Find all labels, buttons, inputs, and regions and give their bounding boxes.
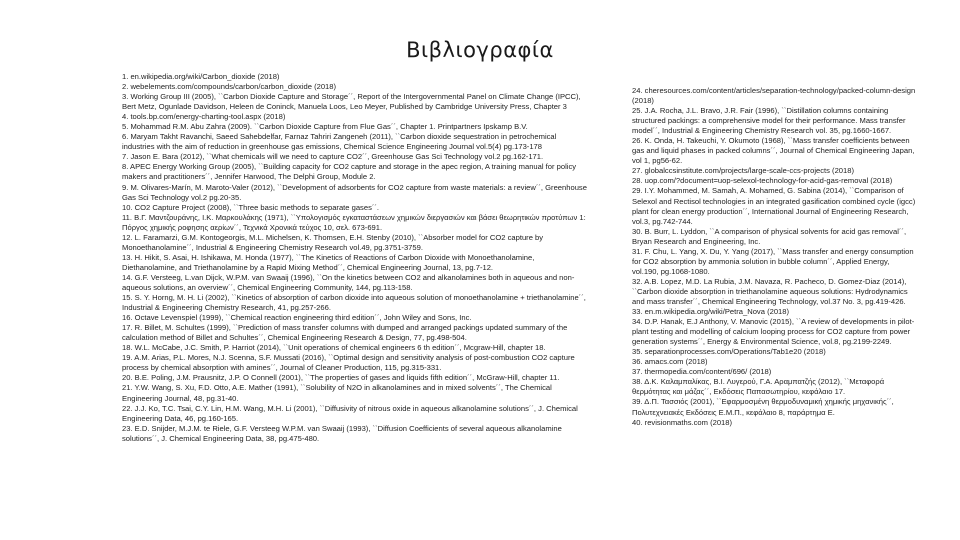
reference-item: 15. S. Y. Horng, M. H. Li (2002), ``Kinetics of absorption of carbon dioxide into aqueous solution of monoethanolamine + triethanolamine´´, Industrial & Engineering Chemistry Research, 41, pg.257-266.: [122, 293, 586, 313]
reference-item: 9. M. Olivares-Marín, M. Maroto-Valer (2012), ``Development of adsorbents for CO2 capture from waste materials: a review´´, Greenhouse Gas Sci Technology vol.2 pg.20-35.: [122, 182, 587, 202]
reference-item: 21. Y.W. Wang, S. Xu, F.D. Otto, A.E. Mather (1991), ``Solubility of N2O in alkanolamines and in mixed solvents´´, The Chemical Engineering Journal, 48, pg.31-40.: [122, 383, 552, 403]
reference-item: 1. en.wikipedia.org/wiki/Carbon_dioxide (2018): [122, 72, 280, 81]
reference-item: 2. webelements.com/compounds/carbon/carbon_dioxide (2018): [122, 82, 337, 92]
reference-item: 28. uop.com/?document=uop-selexol-technology-for-acid-gas-removal (2018): [632, 176, 893, 186]
reference-item: 37. thermopedia.com/content/696/ (2018): [632, 367, 772, 377]
reference-item: 18. W.L. McCabe, J.C. Smith, P. Harriot (2014), ``Unit operations of chemical engineers 6 th edition´´, Mcgraw-Hill, chapter 18.: [122, 343, 546, 353]
reference-item: 39. Δ.Π. Τασσιός (2001), ``Εφαρμοσμένη θερμοδυναμική χημικής μηχανικής´´, Πολυτεχνειακές Εκδόσεις Ε.Μ.Π., κεφάλαιο 8, παράρτημα Ε.: [632, 397, 894, 417]
reference-item: 10. CO2 Capture Project (2008), ``Three basic methods to separate gases´´.: [122, 202, 380, 212]
reference-item: 11. Β.Γ. Μαντζουράνης, Ι.Κ. Μαρκουλάκης (1971), ``Υπολογισμός εγκαταστάσεων χημικών διεργασιών και βάσει θεωρητικών προτύπων 1: Πόργος χημικής ροφησης αερίων´´, Τεχνικά Χρονικά τεύχος 10, σελ. 673-691.: [122, 212, 586, 232]
reference-item: 27. globalccsinstitute.com/projects/large-scale-ccs-projects (2018): [632, 166, 854, 176]
reference-item: 30. B. Burr, L. Lyddon, ``A comparison of physical solvents for acid gas removal´´, Bryan Research and Engineering, Inc.: [632, 226, 907, 246]
reference-item: 38. Δ.Κ. Καλαμπαλίκας, Β.Ι. Λυγερού, Γ.Α. Αραμπατζής (2012), ``Μεταφορά θερμότητας και μάζας´´, Εκδόσεις Παπασωτηρίου, κεφάλαιο 17.: [632, 377, 885, 397]
reference-item: 22. J.J. Ko, T.C. Tsai, C.Y. Lin, H.M. Wang, M.H. Li (2001), ``Diffusivity of nitrous oxide in aqueous alkanolamine solutions´´, J. Chemical Engineering Data, 46, pg.160-165.: [122, 403, 578, 423]
reference-item: 32. A.B. Lopez, M.D. La Rubia, J.M. Navaza, R. Pacheco, D. Gomez-Diaz (2014), ``Carbon dioxide absorption in triethanolamine aqueous solutions: Hydrodynamics and mass transfer´´, Chemical Engineering Technology, vol.37 No. 3, pg.419-426.: [632, 276, 908, 306]
reference-item: 20. B.E. Poling, J.M. Prausnitz, J.P. O Connell (2001), ``The properties of gases and liquids fifth edition´´, McGraw-Hill, chapter 11.: [122, 373, 560, 383]
reference-item: 13. H. Hikit, S. Asai, H. Ishikawa, M. Honda (1977), ``The Kinetics of Reactions of Carbon Dioxide with Monoethanolamine, Diethanolamine, and Triethanolamine by a Rapid Mixing Method´´, Chemical Engineering Journal, 13, pg.7-12.: [122, 252, 535, 272]
reference-item: 29. I.Y. Mohammed, M. Samah, A. Mohamed, G. Sabina (2014), ``Comparison of Selexol and Rectisol technologies in an integrated gasification combined cycle (igcc) plant for clean energy production´´, International Journal of Engineering Research, vol.3, pg.742-744.: [632, 186, 916, 226]
reference-item: 7. Jason E. Bara (2012), ``What chemicals will we need to capture CO2´´, Greenhouse Gas Sci Technology vol.2 pg.162-171.: [122, 152, 544, 162]
reference-item: 34. D.P. Hanak, E.J Anthony, V. Manovic (2015), ``A review of developments in pilot-plant testing and modelling of calcium looping process for CO2 capture from power generation systems´´, Energy & Environmental Science, vol.8, pg.2199-2249.: [632, 317, 915, 347]
reference-item: 8. APEC Energy Working Group (2005), ``Building capacity for CO2 capture and storage in the apec region, A training manual for policy makers and practitioners´´, Jennifer Harwood, The Delphi Group, Module 2.: [122, 162, 577, 182]
reference-item: 3. Working Group III (2005), ``Carbon Dioxide Capture and Storage´´, Report of the Intergovernmental Panel on Climate Change (IPCC), Bert Metz, Ogunlade Davidson, Heleen de Coninck, Manuela Loos, Leo Meyer, Published by Cambridge University Press, Chapter 3: [122, 92, 581, 112]
page-title: Βιβλιογραφία: [406, 38, 554, 62]
reference-item: 31. F. Chu, L. Yang, X. Du, Y. Yang (2017), ``Mass transfer and energy consumption for CO2 absorption by ammonia solution in bubble column´´, Applied Energy, vol.190, pg.1068-1080.: [632, 246, 914, 276]
reference-item: 19. A.M. Arias, P.L. Mores, N.J. Scenna, S.F. Mussati (2016), ``Optimal design and sensitivity analysis of post-combustion CO2 capture process by chemical absorption with amines´´, Journal of Cleaner Production, 115, pg.315-331.: [122, 353, 575, 373]
reference-item: 40. revisionmaths.com (2018): [632, 417, 733, 427]
reference-item: 36. amacs.com (2018): [632, 357, 708, 367]
reference-item: 23. E.D. Snijder, M.J.M. te Riele, G.F. Versteeg W.P.M. van Swaaij (1993), ``Diffusion Coefficients of several aqueous alkanolamine solutions´´, J. Chemical Engineering Data, 38, pg.475-480.: [122, 423, 562, 443]
reference-item: 14. G.F. Versteeg, L.van Dijck, W.P.M. van Swaaij (1996), ``On the kinetics between CO2 and alkanolamines both in aqueous and non-aqueous solutions, an overview´´, Chemical Engineering Community, 144, pg.113-158.: [122, 272, 575, 292]
reference-item: 25. J.A. Rocha, J.L. Bravo, J.R. Fair (1996), ``Distillation columns containing structured packings: a comprehensive model for their performance. Mass transfer model´´, Industrial & Engineering Chemistry Research vol. 35, pg.1660-1667.: [632, 106, 906, 136]
reference-item: 17. R. Billet, M. Schultes (1999), ``Prediction of mass transfer columns with dumped and arranged packings updated summary of the calculation method of Billet and Schultes´´, Chemical Engineering Research & Design, 77, pg.498-504.: [122, 323, 568, 343]
reference-item: 24. cheresources.com/content/articles/separation-technology/packed-column-design (2018): [632, 86, 916, 106]
reference-item: 5. Mohammad R.M. Abu Zahra (2009). ``Carbon Dioxide Capture from Flue Gas´´, Chapter 1. Printpartners Ipskamp B.V.: [122, 122, 528, 132]
reference-item: 12. L. Faramarzi, G.M. Kontogeorgis, M.L. Michelsen, K. Thomsen, E.H. Stenby (2010), ``Absorber model for CO2 capture by Monoethanolamine´´, Industrial & Engineering Chemistry Research vol.49, pg.3751-3759.: [122, 232, 544, 252]
reference-item: 26. K. Onda, H. Takeuchi, Y. Okumoto (1968), ``Mass transfer coefficients between gas and liquid phases in packed columns´´, Journal of Chemical Engineering Japan, vol 1, pg56-62.: [632, 136, 915, 166]
references-left-column: [122, 72, 590, 444]
reference-item: 35. separationprocesses.com/Operations/Tab1e20 (2018): [632, 347, 826, 357]
reference-item: 6. Maryam Takht Ravanchi, Saeed Sahebdelfar, Farnaz Tahriri Zangeneh (2011), ``Carbon dioxide sequestration in petrochemical industries with the aim of reduction in greenhouse gas emissions, Chemical Science Engineering Journal vol.5(4) pg.173-178: [122, 132, 557, 152]
references-right-column: [632, 86, 918, 428]
reference-item: 33. en.m.wikipedia.org/wiki/Petra_Nova (2018): [632, 307, 790, 317]
reference-item: 16. Octave Levenspiel (1999), ``Chemical reaction engineering third edition´´, John Wiley and Sons, Inc.: [122, 313, 472, 323]
reference-item: 4. tools.bp.com/energy-charting-tool.aspx (2018): [122, 112, 286, 122]
